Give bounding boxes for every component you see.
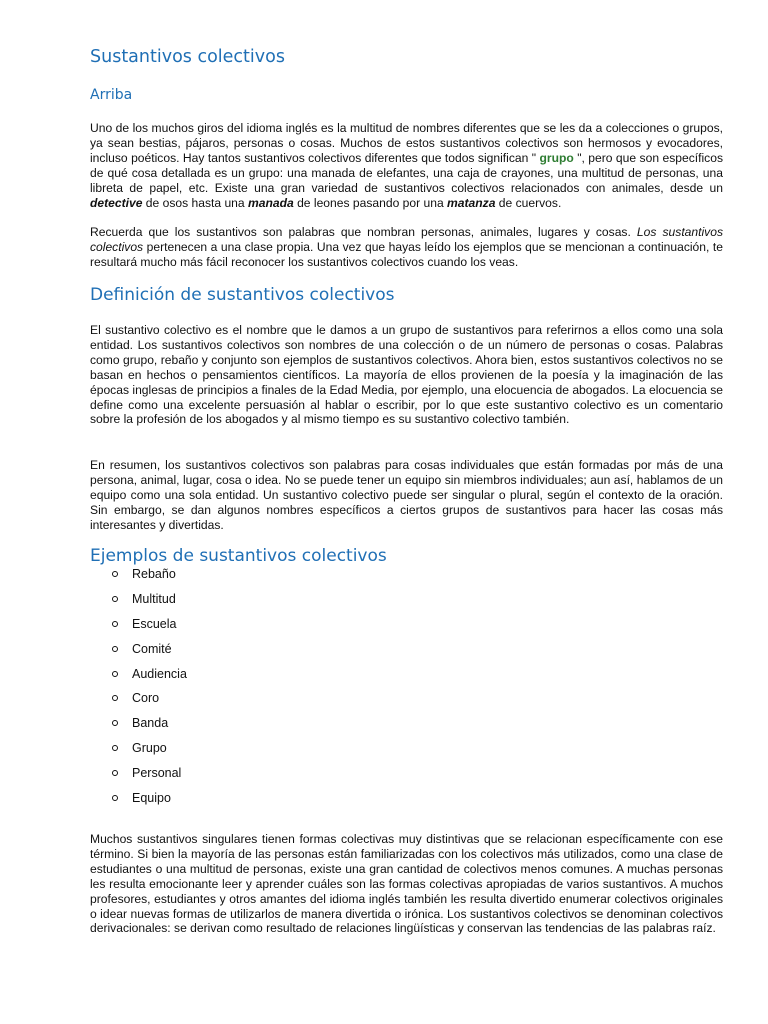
list-item [90, 590, 390, 615]
intro-paragraph-1 [90, 121, 723, 210]
examples-heading: Ejemplos de sustantivos colectivos [90, 546, 387, 566]
list-item-label: Banda [132, 716, 169, 731]
list-item-label: Rebaño [132, 567, 176, 581]
bullet-icon [112, 695, 118, 701]
list-item-label: Equipo [132, 791, 171, 806]
definition-heading: Definición de sustantivos colectivos [90, 285, 395, 305]
bullet-icon [112, 646, 118, 652]
list-item [90, 689, 390, 714]
top-link[interactable]: Arriba [90, 87, 133, 103]
definition-paragraph-2: En resumen, los sustantivos colectivos son palabras para cosas individuales que están formadas por más de una persona, animal, lugar, cosa o idea. No se puede tener un equipo sin miembros individuales; aun así, hablamos de un equipo como una sola entidad. Un sustantivo colectivo puede ser singular o plural, según el contexto de la oración. Sin embargo, se dan algunos nombres específicos a ciertos grupos de sustantivos para hacer las cosas más interesantes y divertidas. [90, 458, 723, 532]
bullet-icon [112, 720, 118, 726]
bullet-icon [112, 621, 118, 627]
list-item [90, 714, 390, 739]
text-run: Recuerda que los sustantivos son palabras que nombran personas, animales, lugares y cosas. [90, 225, 637, 239]
bullet-icon [112, 596, 118, 602]
bullet-icon [112, 795, 118, 801]
manada-term: manada [248, 195, 294, 210]
text-run: de leones pasando por una [293, 195, 448, 210]
text-run: Uno de los muchos giros del idioma inglés es la multitud de nombres diferentes que se les da a colecciones o grupos, ya sean bestias, pájaros, personas o cosas. Muchos de estos sustantivos colectivos son hermosos y evocadores, incluso poéticos. Hay tantos sustantivos colectivos diferentes que todos significan " [90, 121, 723, 165]
text-run: ", pero que son específicos de qué cosa detallada es un grupo: una manada de elefantes, una caja de crayones, una multitud de personas, una libreta de papel, etc. Existe una gran variedad de sustantivos colectivos relacionados con animales, desde un [90, 150, 723, 195]
definition-paragraph-1: El sustantivo colectivo es el nombre que le damos a un grupo de sustantivos para referirnos a ellos como una sola entidad. Los sustantivos colectivos son nombres de una colección o de un número de personas o cosas. Palabras como grupo, rebaño y conjunto son ejemplos de sustantivos colectivos. Ahora bien, estos sustantivos colectivos no se basan en hechos o pensamientos científicos. La mayoría de ellos provienen de la poesía y la imaginación de las épocas inglesas de principios a finales de la Edad Media, por ejemplo, una elocuencia de abogados. La elocuencia se define como una excelente persuasión al hablar o escribir, por lo que este sustantivo colectivo es un comentario sobre la profesión de los abogados y al mismo tiempo es su sustantivo colectivo también. [90, 323, 723, 427]
list-item-label: Comité [132, 641, 172, 656]
closing-paragraph: Muchos sustantivos singulares tienen formas colectivas muy distintivas que se relacionan específicamente con ese término. Si bien la mayoría de las personas están familiarizadas con los colectivos más utilizados, como una clase de estudiantes o una multitud de personas, existe una gran cantidad de colectivos menos comunes. A muchas personas les resulta emocionante leer y aprender cuáles son las formas colectivas apropiadas de varios sustantivos. A muchos profesores, estudiantes y otros amantes del idioma inglés también les resulta divertido enumerar colectivos originales o idear nuevas formas de utilizarlos de manera divertida o irónica. Los sustantivos colectivos se denominan colectivos derivacionales: se derivan como resultado de relaciones lingüísticas y conservan las tendencias de las palabras raíz. [90, 832, 723, 936]
page-title: Sustantivos colectivos [90, 47, 285, 67]
list-item-label: Multitud [132, 591, 176, 606]
matanza-term: matanza [447, 195, 496, 210]
list-item [90, 764, 390, 789]
list-item-label: Audiencia [132, 666, 187, 681]
grupo-link[interactable]: grupo [539, 150, 574, 165]
list-item-label: Grupo [132, 741, 167, 756]
list-item [90, 665, 390, 690]
list-item-label: Escuela [132, 616, 177, 631]
bullet-icon [112, 571, 118, 577]
bullet-icon [112, 745, 118, 751]
list-item [90, 640, 390, 665]
list-item [90, 615, 390, 640]
examples-list [90, 565, 390, 814]
text-run: pertenecen a una clase propia. Una vez que hayas leído los ejemplos que se mencionan a continuación, te resultará mucho más fácil reconocer los sustantivos colectivos cuando los veas. [90, 239, 723, 269]
bullet-icon [112, 770, 118, 776]
list-item-label: Personal [132, 766, 182, 781]
text-run: de osos hasta una [142, 195, 248, 210]
list-item [90, 565, 390, 590]
list-item [90, 739, 390, 764]
bullet-icon [112, 671, 118, 677]
detective-term: detective [90, 195, 143, 210]
intro-paragraph-2 [90, 225, 723, 270]
italic-term: Los sustantivos colectivos [90, 225, 723, 254]
list-item-label: Coro [132, 691, 160, 706]
list-item [90, 789, 390, 814]
text-run: de cuervos. [495, 195, 562, 210]
